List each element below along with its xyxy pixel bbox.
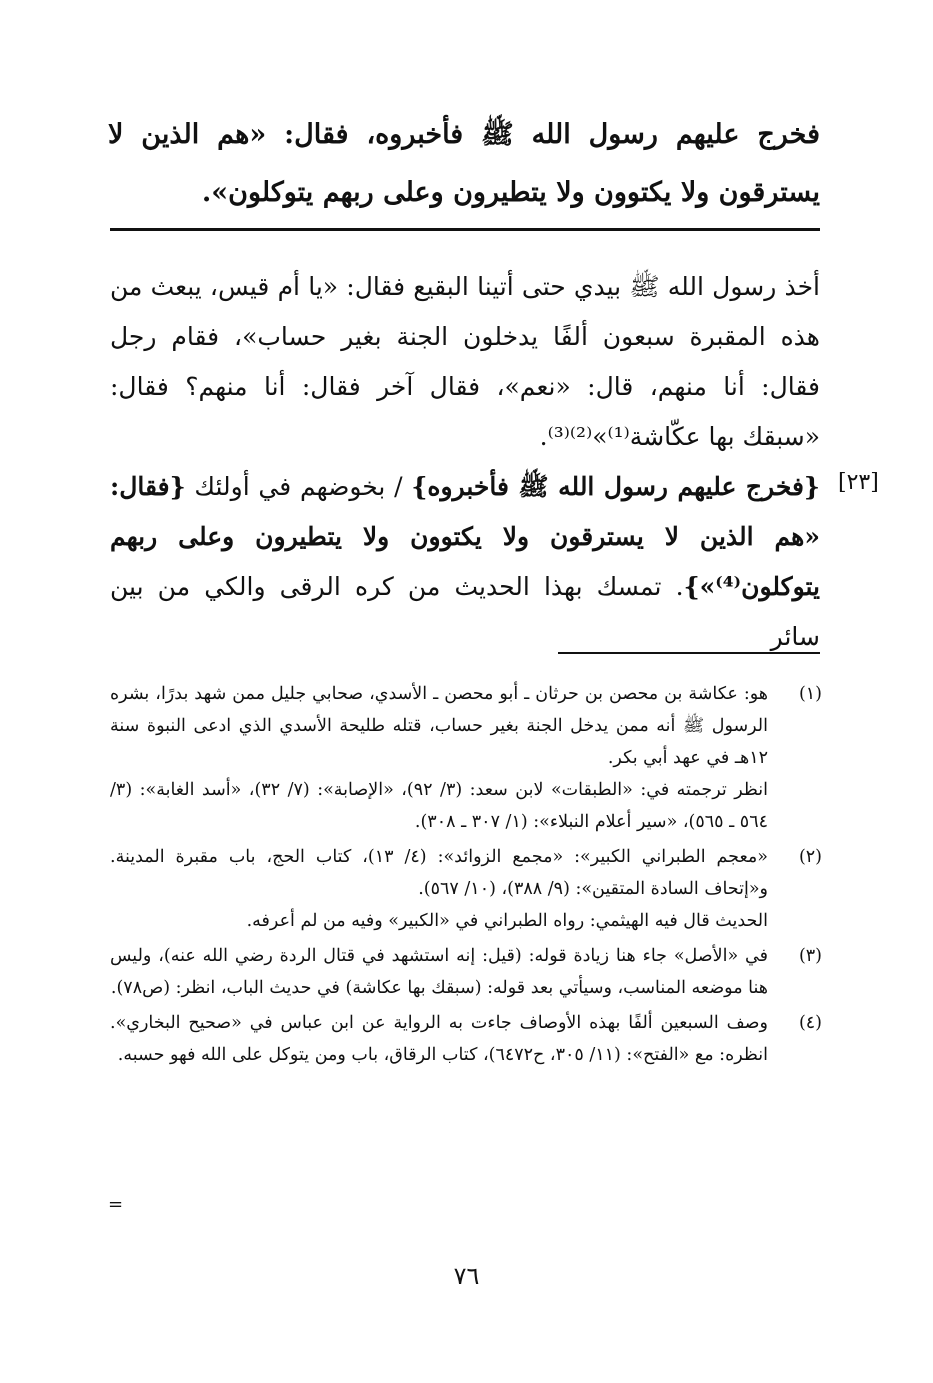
commentary-text-1: / بخوضهم في أولئك: [185, 472, 412, 501]
running-header-quote: فخرج عليهم رسول الله ﷺ فأخبروه، فقال: «هم الذين لا يسترقون ولا يكتوون ولا يتطيرون وعلى ربهم يتوكلون».: [108, 119, 820, 208]
footnote-number: (٢): [798, 847, 822, 867]
commentary-text-2: . تمسك بهذا الحديث من كره الرقى والكي من بين سائر: [110, 572, 820, 651]
footnote-2: [110, 841, 822, 937]
footnote-text: [110, 678, 778, 838]
footnote-1: [110, 678, 822, 838]
footnote-3: [110, 940, 822, 1004]
footnote-line: انظر ترجمته في: «الطبقات» لابن سعد: (٣/ ٩٢)، «الإصابة»: (٧/ ٣٢)، «أسد الغابة»: (٣/ ٥٦٤ ـ ٥٦٥)، «سير أعلام النبلاء»: (١/ ٣٠٧ ـ ٣٠٨).: [110, 780, 769, 832]
body-paragraph-1: أخذ رسول الله ﷺ بيدي حتى أتينا البقيع فقال: «يا أم قيس، يبعث من هذه المقبرة سبعون ألفًا يدخلون الجنة بغير حساب»، فقام رجل فقال: أنا منهم، قال: «نعم»، فقال آخر فقال: أنا منهم؟ فقال: «سبقك بها عكّاشة⁽¹⁾»⁽²⁾⁽³⁾.: [110, 272, 820, 451]
footnotes-section: [110, 678, 822, 1074]
footnote-line: هو: عكاشة بن محصن بن حرثان ـ أبو محصن ـ الأسدي، صحابي جليل ممن شهد بدرًا، بشره الرسول ﷺ أنه ممن يدخل الجنة بغير حساب، قتله طليحة الأسدي الذي ادعى النبوة سنة ١٢هـ في عهد أبي بكر.: [110, 684, 768, 768]
footnote-text: [110, 1007, 778, 1071]
continuation-mark: =: [108, 1194, 124, 1215]
footnote-line: الحديث قال فيه الهيثمي: رواه الطبراني في «الكبير» وفيه من لم أعرفه.: [246, 911, 768, 931]
footnote-number: (٤): [798, 1013, 822, 1033]
footnote-text: [110, 940, 778, 1004]
footnote-number: (٣): [798, 946, 822, 966]
footnote-4: [110, 1007, 822, 1071]
footnote-separator: [558, 652, 820, 654]
footnote-number: (١): [798, 684, 822, 704]
quoted-text-bold-2: {فقال: «هم الذين لا يسترقون ولا يكتوون ولا يتطيرون وعلى ربهم يتوكلون⁽⁴⁾»}: [110, 472, 820, 601]
footnote-line: وصف السبعين ألفًا بهذه الأوصاف جاءت به الرواية عن ابن عباس في «صحيح البخاري». انظره: مع «الفتح»: (١١/ ٣٠٥، ح٦٤٧٢)، كتاب الرقاق، باب ومن يتوكل على الله فهو حسبه.: [110, 1013, 768, 1065]
header-divider: [110, 228, 820, 231]
footnote-text: [110, 841, 778, 937]
quoted-text-bold-1: {فخرج عليهم رسول الله ﷺ فأخبروه}: [411, 472, 820, 501]
footnote-line: «معجم الطبراني الكبير»: «مجمع الزوائد»: (٤/ ١٣)، كتاب الحج، باب مقبرة المدينة. و«إتحاف السادة المتقين»: (٩/ ٣٨٨)، (١٠/ ٥٦٧).: [110, 847, 768, 899]
page-number: ٧٦: [453, 1262, 480, 1290]
footnote-line: في «الأصل» جاء هنا زيادة قوله: (قيل: إنه استشهد في قتال الردة رضي الله عنه)، وليس هنا موضعه المناسب، وسيأتي بعد قوله: (سبقك بها عكاشة) في حديث الباب، انظر: (ص٧٨).: [110, 946, 768, 998]
margin-reference: [٢٣]: [838, 470, 879, 495]
body-paragraph-2: [110, 462, 820, 662]
